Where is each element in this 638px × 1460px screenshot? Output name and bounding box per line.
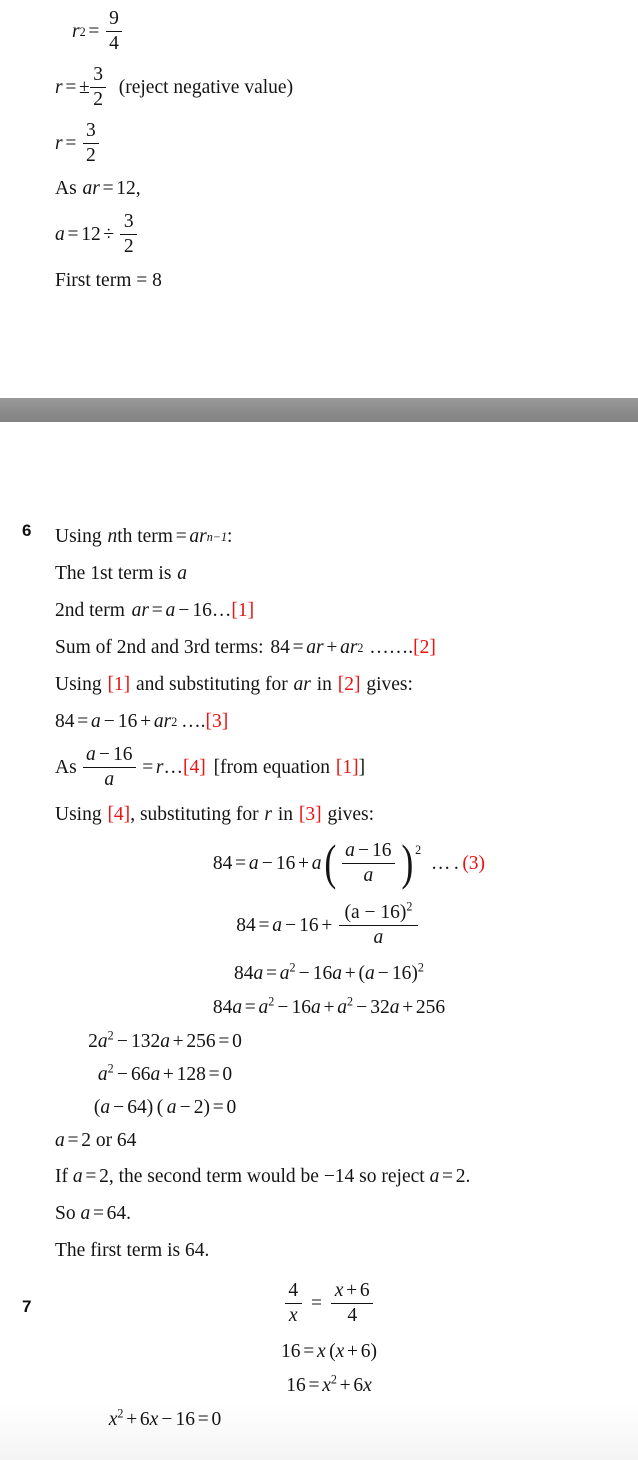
variable-r: r	[264, 803, 273, 825]
q6-line-answer: The first term is 64.	[55, 1239, 210, 1261]
value-84: 84	[55, 710, 75, 732]
paren-expression: (a − 16)	[344, 902, 407, 924]
question-number-6: 6	[22, 521, 32, 540]
minus-sign: −	[357, 840, 369, 862]
minus-sign: −	[261, 853, 273, 874]
as-keyword: As	[55, 178, 77, 199]
variable-r: r	[55, 77, 63, 98]
minus-sign: −	[103, 710, 115, 732]
q6-line-eq4-fraction	[55, 740, 638, 796]
using-keyword: Using	[55, 525, 102, 547]
variable-a: a	[373, 926, 384, 948]
variable-a: a	[86, 744, 96, 766]
numerator: 3	[93, 64, 103, 86]
term-ar: ar	[189, 525, 207, 547]
term-ar: ar	[153, 710, 172, 732]
colon: :	[226, 525, 233, 547]
variable-a: a	[345, 840, 355, 862]
plus-sign: +	[321, 915, 333, 936]
variable-a: a	[177, 562, 188, 584]
value-84: 84	[270, 636, 290, 658]
variable-a: a	[55, 224, 65, 245]
value-84: 84	[212, 853, 233, 874]
equation-a-equals-12-divided	[55, 206, 638, 264]
equation-ref-1: [1]	[335, 757, 359, 778]
term-ar: ar	[131, 599, 150, 621]
numerator	[83, 744, 136, 766]
equation-text: $16 = x^2 + 6x$	[286, 1372, 372, 1396]
equation-text: $a^2 - 66a + 128 = 0$	[97, 1061, 233, 1085]
vertical-spacer	[0, 298, 638, 398]
statement-as-ar-equals-12	[55, 172, 638, 206]
fraction-3-over-2	[90, 64, 107, 109]
substituting-text: , substituting for	[130, 803, 259, 825]
value-16: 16	[192, 599, 212, 621]
value-84: 84	[236, 915, 256, 936]
statement-text: If a = 2, the second term would be −14 so reject a = 2.	[55, 1165, 471, 1187]
minus-sign: −	[178, 599, 190, 621]
minus-sign: −	[285, 915, 297, 936]
denominator: 2	[120, 234, 137, 257]
value-12: 12	[81, 224, 101, 245]
equals-sign: =	[77, 710, 89, 732]
equation-ref-4: [4]	[107, 803, 131, 825]
second-term-text: 2nd term	[55, 599, 125, 621]
equation-ref-3-display: (3)	[462, 853, 486, 874]
equation-text: $2a^2 - 132a + 256 = 0$	[88, 1028, 242, 1052]
fraction-3-over-2	[120, 211, 137, 256]
fraction-a-minus-16-over-a	[83, 744, 136, 789]
using-keyword: Using	[55, 803, 102, 825]
fraction-9-over-4	[106, 8, 123, 53]
variable-a: a	[165, 599, 176, 621]
exponent-2: 2	[406, 899, 413, 914]
term-ar-squared: ar	[340, 636, 358, 658]
variable-r: r	[155, 757, 164, 778]
variable-a: a	[272, 915, 282, 936]
fraction-a-minus-16-squared-over-a	[339, 899, 419, 948]
q6-line-using-1	[55, 666, 638, 703]
q6-display-quadratic-simplified	[0, 1058, 330, 1091]
as-keyword: As	[55, 757, 77, 778]
term-ar: ar	[82, 178, 100, 199]
equation-ref-4: [4]	[183, 757, 206, 778]
using-keyword: Using	[55, 673, 102, 695]
q6-line-eq3: 84 = a − 16 + ar 2 …. [3]	[55, 710, 229, 732]
equals-sign: =	[65, 77, 77, 98]
question-6-block	[0, 518, 638, 1269]
equals-sign: =	[235, 853, 247, 874]
equals-sign: =	[65, 133, 77, 154]
numerator: 4	[288, 1280, 299, 1302]
equation-ref-1: [1]	[107, 673, 131, 695]
equation-ref-3: [3]	[298, 803, 322, 825]
closing-bracket: ]	[358, 757, 366, 778]
q6-line-using-4	[55, 796, 638, 833]
denominator: 2	[83, 143, 100, 166]
equation-text: (a − 64) ( a − 2) = 0	[93, 1096, 237, 1118]
numerator: 3	[123, 211, 134, 233]
plus-sign: +	[140, 710, 152, 732]
value-16: 16	[372, 840, 392, 862]
q6-display-quadratic	[0, 1025, 330, 1058]
variable-a: a	[104, 768, 115, 790]
q6-display-factorised	[0, 1091, 330, 1124]
variable-r: r	[55, 133, 63, 154]
variable-a: a	[90, 710, 101, 732]
q7-display-quadratic	[0, 1403, 330, 1437]
th-term-text: th term	[117, 525, 173, 547]
equation-text: $x^2 + 6x - 16 = 0$	[108, 1406, 222, 1430]
equals-sign: =	[258, 915, 270, 936]
q6-line-first-term	[55, 555, 638, 592]
equation-ref-3: [3]	[205, 710, 229, 732]
fraction-x-plus-6-over-4	[331, 1280, 373, 1325]
minus-sign: −	[98, 744, 110, 766]
equation-r-plusminus	[55, 60, 638, 116]
equation-ref-2: [2]	[337, 673, 361, 695]
plus-sign: +	[326, 636, 338, 658]
denominator	[83, 767, 136, 790]
q6-display-eq-3: 84 = a − 16 + a ( $\frac{a - 16}{a}$ ) $^2$ …. (3)	[212, 835, 486, 891]
q6-line-sum-terms: Sum of 2nd and 3rd terms: 84 = ar + ar 2 ……. [2]	[55, 636, 436, 658]
numerator	[339, 899, 419, 924]
fraction-3-over-2	[83, 120, 100, 165]
variable-a: a	[363, 864, 374, 886]
ellipsis: …	[211, 599, 232, 621]
denominator: x	[285, 1303, 302, 1326]
equation-r-squared: r 2 = $\frac{9}{4}$	[72, 4, 638, 60]
plus-sign: +	[298, 853, 310, 874]
q6-line-roots	[55, 1124, 638, 1158]
equals-sign: =	[67, 224, 79, 245]
ellipsis: …	[163, 757, 184, 778]
q6-display-expanded	[0, 895, 638, 957]
q6-display-multiplied	[0, 957, 638, 991]
denominator: 4	[106, 31, 123, 54]
q6-line-so-a	[55, 1195, 638, 1232]
equation-text: $84a = a^2 - 16a + (a - 16)^2$	[234, 960, 424, 984]
gives-keyword: gives:	[366, 673, 413, 695]
in-keyword: in	[316, 673, 332, 695]
term-ar: ar	[293, 673, 311, 695]
q7-display-proportion	[0, 1273, 638, 1335]
from-equation-text: [from equation	[213, 757, 330, 778]
equation-text: a = 2 or 64	[55, 1130, 137, 1151]
plus-minus-sign: ±	[79, 77, 90, 98]
equals-sign: =	[310, 1293, 322, 1314]
coefficient-a: a	[311, 853, 322, 874]
equals-sign: =	[292, 636, 304, 658]
equals-sign: =	[142, 757, 154, 778]
section-divider-band	[0, 398, 638, 422]
equation-text: $84a = a^2 - 16a + a^2 - 32a + 256$	[212, 994, 446, 1018]
q6-line-reject-root	[55, 1158, 638, 1195]
q7-display-expanded	[0, 1369, 638, 1403]
sum-label: Sum of 2nd and 3rd terms:	[55, 636, 264, 658]
q6-display-expanded-2	[0, 991, 638, 1025]
vertical-spacer	[0, 422, 638, 518]
variable-r: r	[72, 21, 80, 42]
ellipsis: …….	[369, 636, 414, 658]
numerator: 3	[86, 120, 96, 142]
fraction-a-minus-16-over-a	[342, 840, 395, 885]
equation-ref-1: [1]	[231, 599, 255, 621]
equals-sign: =	[175, 525, 187, 547]
first-term-text: The 1st term is	[55, 562, 172, 584]
equals-sign: =	[102, 178, 114, 199]
q7-display-cross-multiplied	[0, 1335, 638, 1369]
value-16: 16	[117, 710, 138, 732]
equation-ref-2: [2]	[413, 636, 436, 658]
question-number-7: 7	[22, 1297, 32, 1316]
value-12: 12,	[116, 178, 141, 199]
substituting-text: and substituting for	[136, 673, 288, 695]
q6-line-using-nth-term: Using n th term = ar n−1 :	[55, 525, 233, 547]
denominator: 4	[331, 1303, 373, 1326]
fraction-4-over-x	[285, 1280, 302, 1325]
equation-r-value	[55, 116, 638, 172]
statement-text: So a = 64.	[55, 1202, 132, 1224]
numerator	[342, 840, 395, 862]
question-7-block	[0, 1273, 638, 1437]
denominator	[342, 863, 395, 886]
in-keyword: in	[277, 803, 294, 825]
equation-text: 16 = x (x + 6)	[281, 1341, 377, 1362]
equals-sign: =	[151, 599, 163, 621]
numerator: 9	[109, 8, 119, 30]
statement-first-term: First term = 8	[55, 270, 162, 291]
value-16: 16	[299, 915, 319, 936]
value-16: 16	[275, 853, 296, 874]
value-16: 16	[112, 744, 133, 766]
variable-n: n	[107, 525, 118, 547]
term-ar: ar	[306, 636, 324, 658]
q6-line-second-term	[55, 592, 638, 629]
ellipsis: ….	[430, 853, 463, 874]
variable-a: a	[248, 853, 259, 874]
denominator: 2	[90, 87, 107, 110]
numerator: x + 6	[334, 1280, 370, 1302]
equals-sign: =	[88, 21, 100, 42]
division-sign: ÷	[103, 224, 115, 245]
reject-note: (reject negative value)	[118, 77, 294, 98]
previous-question-tail	[0, 0, 638, 298]
denominator	[339, 925, 419, 948]
gives-keyword: gives:	[327, 803, 375, 825]
ellipsis: ….	[181, 710, 206, 732]
